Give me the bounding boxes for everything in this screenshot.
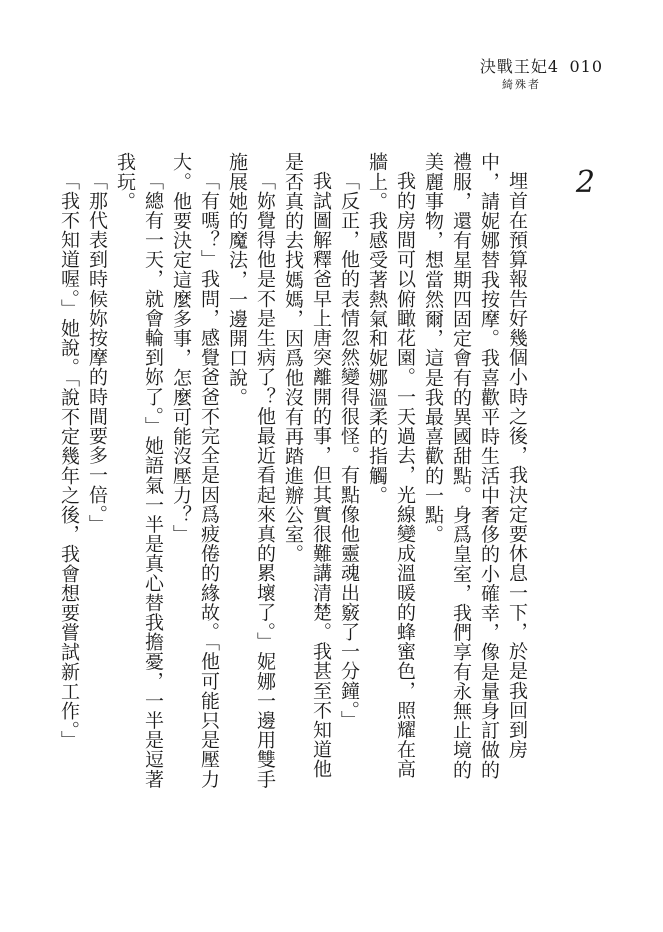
book-title: 決戰王妃4 [479,57,559,76]
paragraph-3: 「反正，他的表情忽然變得很怪。有點像他靈魂出竅了一分鐘。」 [338,171,360,730]
page-number: 010 [569,57,603,76]
chapter-number: 2 [575,165,595,200]
paragraph-5: 「妳覺得他是不是生病了？他最近看起來真的累壞了。」妮娜一邊用雙手施展她的魔法，一邊開口說。 [226,152,276,789]
paragraph-7: 「總有一天，就會輪到妳了。」她語氣一半是真心替我擔憂，一半是逗著我玩。 [114,152,164,789]
paragraph-9: 「我不知道喔。」她說。「說不定幾年之後，我會想要嘗試新工作。」 [58,171,80,751]
paragraph-2: 我的房間可以俯瞰花園。一天過去，光線變成溫暖的蜂蜜色，照耀在高牆上。我感受著熱氣和妮娜溫柔的指觸。 [366,152,416,779]
paragraph-6: 「有嗎？」我問，感覺爸爸不完全是因爲疲倦的緣故。「他可能只是壓力大。他要決定這麼多事，怎麼可能沒壓力？」 [170,152,220,789]
paragraph-1: 埋首在預算報告好幾個小時之後，我決定要休息一下，於是我回到房中，請妮娜替我按摩。我喜歡平時生活中奢侈的小確幸，像是量身訂做的禮服，還有星期四固定會有的異國甜點。身爲皇室，我們享有永無止境的美麗事物，想當然爾，這是我最喜歡的一點。 [422,152,528,780]
body-text [58,152,531,792]
paragraph-4: 我試圖解釋爸早上唐突離開的事，但其實很難講清楚。我甚至不知道他是否真的去找媽媽，因爲他沒有再踏進辦公室。 [282,152,332,779]
paragraph-8: 「那代表到時候妳按摩的時間要多一倍。」 [86,171,108,534]
author-name: 綺殊者 [502,78,541,91]
running-header [403,58,603,98]
